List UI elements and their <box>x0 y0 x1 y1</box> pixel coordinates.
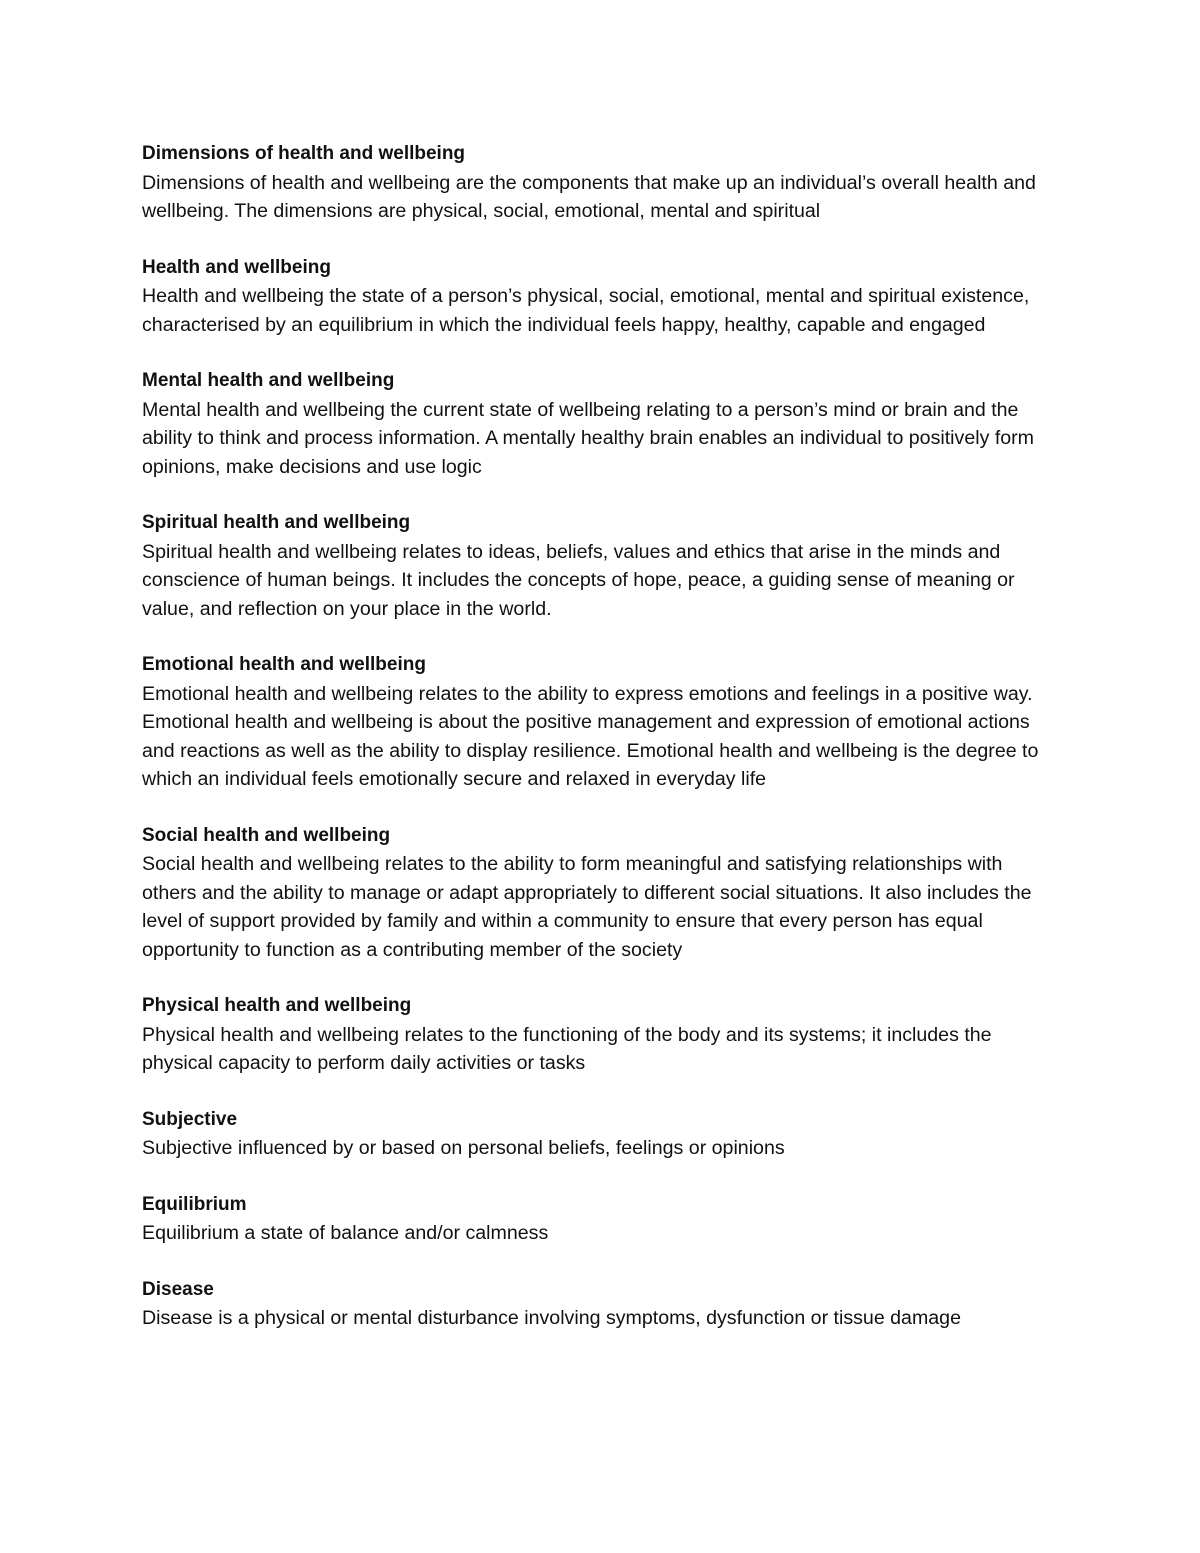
glossary-entry-dimensions <box>142 140 1062 226</box>
entry-definition: Spiritual health and wellbeing relates to ideas, beliefs, values and ethics that arise in the minds and conscience of human beings. It includes the concepts of hope, peace, a guiding sense of meaning or value, and reflection on your place in the world. <box>142 540 1015 620</box>
entry-term: Social health and wellbeing <box>142 824 391 846</box>
glossary-entry-mental <box>142 367 1062 481</box>
glossary-entry-health <box>142 254 1062 340</box>
glossary-entry-emotional <box>142 651 1062 794</box>
entry-definition: Subjective influenced by or based on personal beliefs, feelings or opinions <box>142 1137 785 1159</box>
entry-term: Subjective <box>142 1108 238 1130</box>
entry-definition: Physical health and wellbeing relates to the functioning of the body and its systems; it includes the physical capacity to perform daily activities or tasks <box>142 1023 992 1074</box>
entry-definition: Emotional health and wellbeing relates to the ability to express emotions and feelings in a positive way. Emotional health and wellbeing is about the positive management and expression of emotional actions and reactions as well as the ability to display resilience. Emotional health and wellbeing is the degree to which an individual feels emotionally secure and relaxed in everyday life <box>142 682 1039 790</box>
entry-definition: Health and wellbeing the state of a person’s physical, social, emotional, mental and spiritual existence, characterised by an equilibrium in which the individual feels happy, healthy, capable and engaged <box>142 285 1030 336</box>
glossary-entry-social <box>142 822 1062 965</box>
entry-term: Disease <box>142 1278 214 1300</box>
entry-term: Equilibrium <box>142 1193 247 1215</box>
document-page <box>142 140 1062 1361</box>
entry-term: Spiritual health and wellbeing <box>142 512 411 533</box>
glossary-entry-spiritual <box>142 509 1062 623</box>
entry-definition: Equilibrium a state of balance and/or calmness <box>142 1222 549 1244</box>
entry-term: Dimensions of health and wellbeing <box>142 143 466 164</box>
entry-term: Mental health and wellbeing <box>142 370 395 391</box>
glossary-entry-equilibrium <box>142 1191 1062 1248</box>
glossary-entry-disease <box>142 1276 1062 1333</box>
glossary-entry-subjective <box>142 1106 1062 1163</box>
entry-term: Emotional health and wellbeing <box>142 654 426 675</box>
entry-term: Health and wellbeing <box>142 256 331 278</box>
glossary-entry-physical <box>142 992 1062 1078</box>
entry-term: Physical health and wellbeing <box>142 995 412 1016</box>
entry-definition: Dimensions of health and wellbeing are the components that make up an individual’s overall health and wellbeing. The dimensions are physical, social, emotional, mental and spiritual <box>142 171 1036 222</box>
entry-definition: Disease is a physical or mental disturbance involving symptoms, dysfunction or tissue damage <box>142 1307 961 1329</box>
entry-definition: Mental health and wellbeing the current state of wellbeing relating to a person’s mind or brain and the ability to think and process information. A mentally healthy brain enables an individual to positively form opinions, make decisions and use logic <box>142 398 1035 478</box>
entry-definition: Social health and wellbeing relates to the ability to form meaningful and satisfying relationships with others and the ability to manage or adapt appropriately to different social situations. It also includes the level of support provided by family and within a community to ensure that every person has equal opportunity to function as a contributing member of the society <box>142 853 1032 961</box>
